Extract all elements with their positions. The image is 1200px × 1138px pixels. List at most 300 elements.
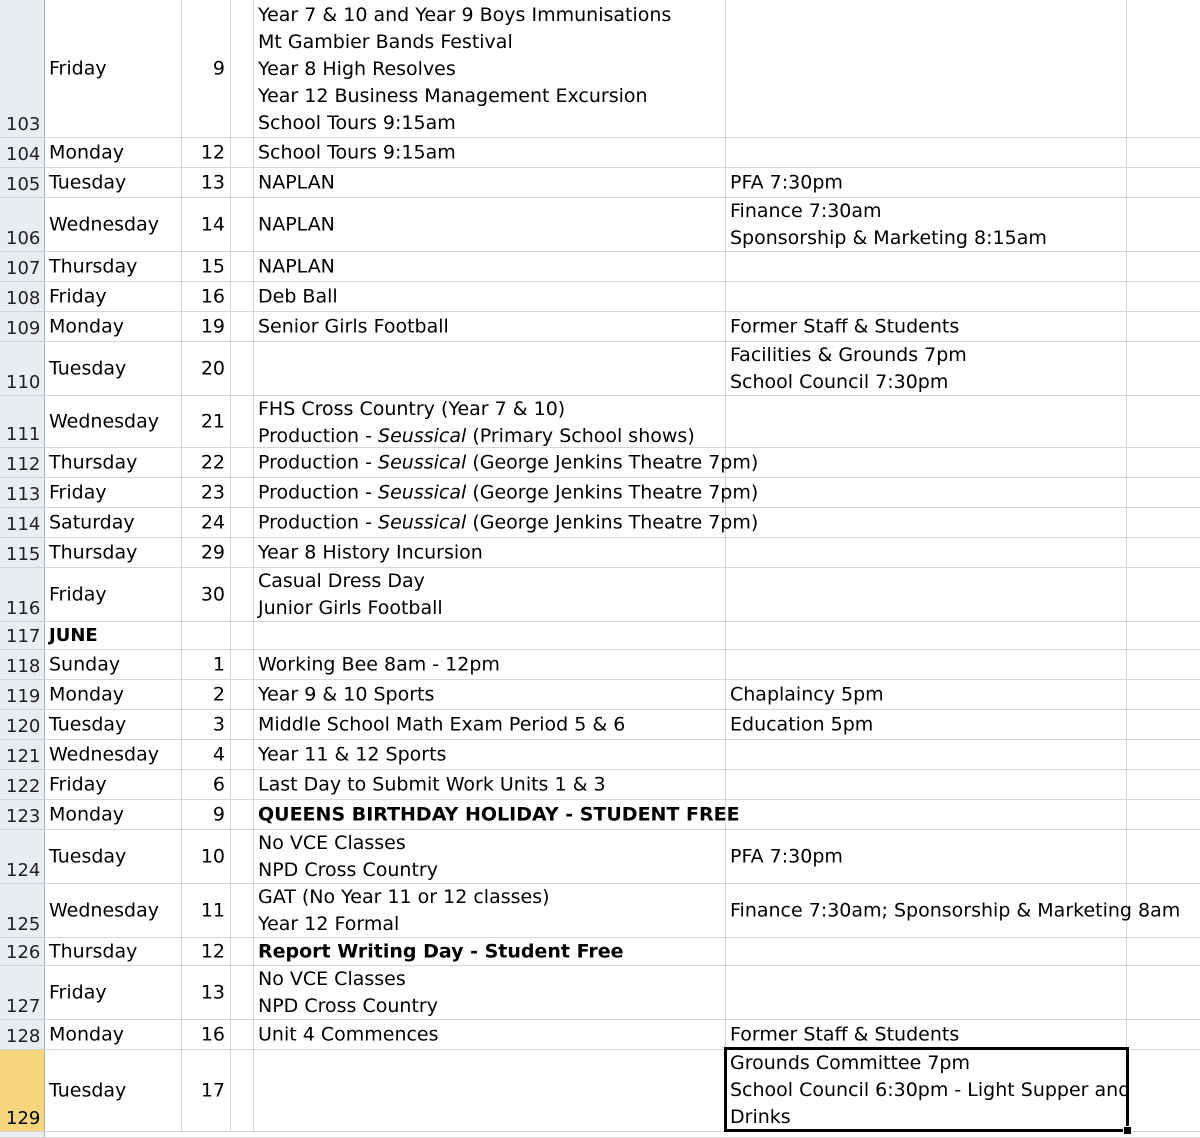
row-header[interactable] — [0, 538, 45, 567]
row-header[interactable] — [0, 0, 45, 137]
empty-cell[interactable] — [231, 312, 254, 341]
event-text: Production - — [258, 481, 379, 504]
event-cell[interactable] — [254, 966, 726, 1019]
date-cell[interactable] — [182, 884, 231, 937]
event-line — [258, 285, 338, 307]
day-cell[interactable] — [45, 622, 182, 649]
meeting-cell[interactable] — [726, 1020, 1127, 1049]
event-cell[interactable] — [254, 342, 726, 395]
empty-cell[interactable] — [1127, 538, 1200, 567]
event-text: Year 8 High Resolves — [258, 58, 456, 80]
row-header[interactable] — [0, 1020, 45, 1049]
event-cell[interactable] — [254, 0, 726, 137]
empty-cell[interactable] — [231, 1050, 254, 1131]
event-cell[interactable] — [254, 478, 759, 507]
date-cell[interactable] — [182, 282, 231, 311]
day-cell[interactable] — [45, 252, 182, 281]
date-cell[interactable] — [182, 168, 231, 197]
event-cell[interactable] — [254, 650, 726, 679]
date-cell[interactable] — [182, 0, 231, 137]
date-cell[interactable] — [182, 448, 231, 477]
event-line — [258, 56, 671, 83]
event-cell[interactable] — [254, 1020, 726, 1049]
day-cell[interactable] — [45, 138, 182, 167]
day-cell[interactable] — [45, 508, 182, 537]
empty-cell[interactable] — [1127, 938, 1200, 965]
day-cell[interactable] — [45, 1020, 182, 1049]
event-text: QUEENS BIRTHDAY HOLIDAY - STUDENT FREE — [258, 803, 740, 826]
row-number: 109 — [6, 318, 41, 339]
empty-cell[interactable] — [231, 478, 254, 507]
date-cell[interactable] — [182, 478, 231, 507]
empty-cell[interactable] — [231, 966, 254, 1019]
table-row — [0, 740, 1200, 770]
date-cell[interactable] — [182, 508, 231, 537]
day-text: Friday — [49, 773, 107, 796]
meeting-cell[interactable] — [726, 650, 1127, 679]
event-lines — [258, 773, 606, 795]
table-row — [0, 884, 1200, 938]
row-header[interactable] — [0, 448, 45, 477]
empty-cell[interactable] — [1127, 1050, 1200, 1131]
row-header[interactable] — [0, 830, 45, 883]
row-header[interactable] — [0, 622, 45, 649]
meeting-cell[interactable] — [726, 680, 1127, 709]
date-cell[interactable] — [182, 938, 231, 965]
row-header[interactable] — [0, 478, 45, 507]
row-header[interactable] — [0, 342, 45, 395]
event-cell[interactable] — [254, 800, 740, 829]
event-cell[interactable] — [254, 508, 759, 537]
empty-cell[interactable] — [1127, 884, 1200, 937]
day-text: Tuesday — [49, 357, 127, 380]
empty-cell[interactable] — [1127, 342, 1200, 395]
event-lines — [258, 884, 550, 938]
event-line — [258, 773, 606, 795]
day-text: Thursday — [49, 940, 138, 963]
row-number: 127 — [6, 996, 41, 1017]
row-number: 117 — [6, 626, 41, 647]
table-row — [0, 342, 1200, 396]
meeting-cell[interactable] — [726, 938, 1127, 965]
event-lines — [258, 285, 338, 307]
date-text: 9 — [212, 57, 225, 80]
event-cell[interactable] — [254, 830, 726, 883]
day-cell[interactable] — [45, 312, 182, 341]
date-cell[interactable] — [182, 252, 231, 281]
date-cell[interactable] — [182, 312, 231, 341]
date-text: 24 — [200, 511, 225, 534]
event-cell[interactable] — [254, 740, 726, 769]
event-lines — [258, 653, 500, 675]
empty-cell[interactable] — [231, 1020, 254, 1049]
row-header[interactable] — [0, 568, 45, 621]
day-cell[interactable] — [45, 800, 182, 829]
day-text: Tuesday — [49, 1079, 127, 1102]
event-text: Production - — [258, 425, 379, 447]
empty-cell[interactable] — [1127, 740, 1200, 769]
empty-cell[interactable] — [231, 622, 254, 649]
meeting-lines — [730, 171, 843, 193]
empty-cell[interactable] — [231, 342, 254, 395]
date-text: 15 — [200, 255, 225, 278]
event-text: Year 11 & 12 Sports — [258, 743, 447, 766]
row-header[interactable] — [0, 966, 45, 1019]
meeting-text: Finance 7:30am — [730, 200, 882, 222]
empty-cell[interactable] — [1127, 680, 1200, 709]
empty-cell[interactable] — [1127, 252, 1200, 281]
event-cell[interactable] — [254, 770, 726, 799]
meeting-cell[interactable] — [726, 138, 1127, 167]
meeting-cell[interactable] — [726, 198, 1127, 251]
event-cell[interactable] — [254, 168, 726, 197]
day-cell[interactable] — [45, 938, 182, 965]
day-cell[interactable] — [45, 0, 182, 137]
event-line — [258, 213, 335, 235]
day-cell[interactable] — [45, 740, 182, 769]
empty-cell[interactable] — [1127, 650, 1200, 679]
event-text: Year 12 Formal — [258, 913, 400, 935]
date-text: 17 — [200, 1079, 225, 1102]
table-row — [0, 966, 1200, 1020]
day-cell[interactable] — [45, 168, 182, 197]
day-cell[interactable] — [45, 650, 182, 679]
empty-cell[interactable] — [231, 396, 254, 447]
meeting-cell[interactable] — [726, 0, 1127, 137]
day-text: Monday — [49, 1023, 125, 1046]
date-cell[interactable] — [182, 138, 231, 167]
table-row — [0, 312, 1200, 342]
empty-cell[interactable] — [1127, 0, 1200, 137]
event-text: Casual Dress Day — [258, 570, 425, 592]
date-text: 12 — [200, 940, 225, 963]
date-cell[interactable] — [182, 342, 231, 395]
row-header[interactable] — [0, 508, 45, 537]
day-text: Saturday — [49, 511, 135, 534]
meeting-lines — [730, 198, 1047, 252]
meeting-cell[interactable] — [726, 710, 1127, 739]
meeting-text: School Council 6:30pm - Light Supper and — [730, 1079, 1131, 1101]
row-header[interactable] — [0, 710, 45, 739]
date-text: 14 — [200, 213, 225, 236]
row-header[interactable] — [0, 168, 45, 197]
meeting-cell[interactable] — [726, 622, 1127, 649]
row-header[interactable] — [0, 1132, 45, 1137]
row-number: 123 — [6, 806, 41, 827]
row-header[interactable] — [0, 1050, 45, 1131]
day-cell[interactable] — [45, 710, 182, 739]
row-header[interactable] — [0, 650, 45, 679]
day-text: Monday — [49, 683, 125, 706]
empty-cell[interactable] — [1127, 710, 1200, 739]
day-cell[interactable] — [45, 966, 182, 1019]
day-cell[interactable] — [45, 568, 182, 621]
row-header[interactable] — [0, 800, 45, 829]
day-cell[interactable] — [45, 396, 182, 447]
event-text: Deb Ball — [258, 285, 338, 308]
event-cell[interactable] — [254, 622, 726, 649]
date-text: 4 — [212, 743, 225, 766]
date-cell[interactable] — [182, 198, 231, 251]
meeting-cell[interactable] — [726, 884, 1181, 937]
meeting-cell[interactable] — [726, 168, 1127, 197]
fill-handle[interactable] — [1123, 1126, 1132, 1135]
meeting-cell[interactable] — [726, 478, 1127, 507]
date-cell[interactable] — [182, 680, 231, 709]
meeting-text: Former Staff & Students — [730, 1023, 960, 1046]
event-cell[interactable] — [254, 710, 726, 739]
empty-cell[interactable] — [1127, 568, 1200, 621]
event-cell[interactable] — [254, 938, 726, 965]
event-cell[interactable] — [254, 282, 726, 311]
day-text: Friday — [49, 583, 107, 606]
day-text: Monday — [49, 315, 125, 338]
day-cell[interactable] — [45, 448, 182, 477]
event-text: Report Writing Day - Student Free — [258, 940, 624, 963]
row-header[interactable] — [0, 884, 45, 937]
day-cell[interactable] — [45, 342, 182, 395]
row-number: 122 — [6, 776, 41, 797]
empty-cell[interactable] — [231, 770, 254, 799]
date-cell[interactable] — [182, 770, 231, 799]
empty-cell[interactable] — [231, 0, 254, 137]
event-text: Mt Gambier Bands Festival — [258, 31, 513, 53]
meeting-cell[interactable] — [726, 508, 1127, 537]
date-cell[interactable] — [182, 1020, 231, 1049]
event-line — [258, 541, 483, 563]
event-text: Production - — [258, 451, 379, 474]
row-number: 126 — [6, 942, 41, 963]
meeting-cell[interactable] — [726, 740, 1127, 769]
event-lines — [258, 171, 335, 193]
date-cell[interactable] — [182, 800, 231, 829]
event-lines — [258, 1023, 439, 1045]
empty-cell[interactable] — [231, 198, 254, 251]
empty-cell[interactable] — [231, 830, 254, 883]
row-header[interactable] — [0, 312, 45, 341]
meeting-cell[interactable] — [726, 770, 1127, 799]
day-cell[interactable] — [45, 680, 182, 709]
empty-cell[interactable] — [231, 168, 254, 197]
row-number: 118 — [6, 656, 41, 677]
meeting-lines — [730, 713, 873, 735]
row-number: 128 — [6, 1026, 41, 1047]
empty-cell[interactable] — [1127, 508, 1200, 537]
empty-cell[interactable] — [231, 650, 254, 679]
empty-cell[interactable] — [231, 710, 254, 739]
row-header[interactable] — [0, 740, 45, 769]
empty-cell[interactable] — [231, 938, 254, 965]
date-cell[interactable] — [182, 650, 231, 679]
row-number: 116 — [6, 598, 41, 619]
day-cell[interactable] — [45, 282, 182, 311]
row-header[interactable] — [0, 198, 45, 251]
empty-cell[interactable] — [1127, 966, 1200, 1019]
day-cell[interactable] — [45, 830, 182, 883]
event-cell[interactable] — [254, 538, 726, 567]
event-lines — [258, 940, 624, 962]
date-cell[interactable] — [182, 622, 231, 649]
event-line — [258, 141, 456, 163]
empty-cell[interactable] — [231, 680, 254, 709]
event-cell[interactable] — [254, 138, 726, 167]
day-text: Tuesday — [49, 171, 127, 194]
event-cell[interactable] — [254, 252, 726, 281]
event-text: Seussical — [378, 451, 467, 474]
event-line — [258, 993, 438, 1020]
meeting-cell[interactable] — [726, 1050, 1131, 1131]
empty-cell[interactable] — [1127, 448, 1200, 477]
empty-cell[interactable] — [1127, 198, 1200, 251]
empty-cell[interactable] — [1127, 622, 1200, 649]
table-row — [0, 138, 1200, 168]
meeting-text: PFA 7:30pm — [730, 845, 843, 868]
empty-cell[interactable] — [231, 138, 254, 167]
empty-cell[interactable] — [1127, 800, 1200, 829]
day-cell[interactable] — [45, 1050, 182, 1131]
day-text: Tuesday — [49, 713, 127, 736]
empty-cell[interactable] — [231, 740, 254, 769]
date-text: 19 — [200, 315, 225, 338]
event-lines — [258, 966, 438, 1020]
event-line — [258, 743, 446, 765]
empty-cell[interactable] — [1127, 396, 1200, 447]
date-text: 3 — [212, 713, 225, 736]
event-cell[interactable] — [254, 448, 759, 477]
date-text: 23 — [200, 481, 225, 504]
row-number: 108 — [6, 288, 41, 309]
date-text: 21 — [200, 410, 225, 433]
event-cell[interactable] — [254, 312, 726, 341]
meeting-cell[interactable] — [726, 252, 1127, 281]
event-cell[interactable] — [254, 568, 726, 621]
event-cell[interactable] — [254, 198, 726, 251]
empty-cell[interactable] — [231, 448, 254, 477]
meeting-cell[interactable] — [726, 312, 1127, 341]
empty-cell[interactable] — [231, 800, 254, 829]
event-line — [258, 171, 335, 193]
date-cell[interactable] — [182, 568, 231, 621]
empty-cell[interactable] — [1127, 478, 1200, 507]
date-cell[interactable] — [182, 396, 231, 447]
empty-cell[interactable] — [1127, 282, 1200, 311]
date-cell[interactable] — [182, 710, 231, 739]
date-text: 12 — [200, 141, 225, 164]
event-text: (Primary School shows) — [466, 425, 695, 447]
empty-cell[interactable] — [1127, 830, 1200, 883]
event-text: Working Bee 8am - 12pm — [258, 653, 500, 676]
empty-cell[interactable] — [1127, 770, 1200, 799]
row-header[interactable] — [0, 252, 45, 281]
day-cell[interactable] — [45, 884, 182, 937]
event-lines — [258, 315, 449, 337]
event-text: Senior Girls Football — [258, 315, 449, 338]
meeting-lines — [730, 342, 967, 396]
row-header[interactable] — [0, 770, 45, 799]
table-row — [0, 830, 1200, 884]
empty-cell[interactable] — [1127, 1020, 1200, 1049]
date-cell[interactable] — [182, 830, 231, 883]
empty-cell[interactable] — [231, 538, 254, 567]
meeting-text: Grounds Committee 7pm — [730, 1052, 970, 1074]
row-number: 104 — [6, 144, 41, 165]
table-row — [0, 0, 1200, 138]
empty-cell[interactable] — [231, 884, 254, 937]
empty-cell[interactable] — [1127, 138, 1200, 167]
day-cell[interactable] — [45, 770, 182, 799]
table-row — [0, 478, 1200, 508]
day-cell[interactable] — [45, 198, 182, 251]
row-number: 129 — [6, 1108, 41, 1129]
row-number: 125 — [6, 914, 41, 935]
event-line — [258, 568, 443, 595]
date-text: 1 — [212, 653, 225, 676]
table-row — [0, 1132, 1200, 1138]
event-cell[interactable] — [254, 884, 726, 937]
meeting-cell[interactable] — [726, 830, 1127, 883]
meeting-cell[interactable] — [726, 448, 1127, 477]
meeting-cell[interactable] — [726, 966, 1127, 1019]
table-row — [0, 680, 1200, 710]
row-number: 115 — [6, 544, 41, 565]
date-cell[interactable] — [182, 538, 231, 567]
empty-cell[interactable] — [1127, 312, 1200, 341]
event-lines — [258, 451, 758, 473]
meeting-text: Finance 7:30am; Sponsorship & Marketing 8am — [730, 899, 1181, 922]
empty-cell[interactable] — [231, 508, 254, 537]
event-line — [258, 595, 443, 622]
event-lines — [258, 2, 671, 137]
event-text: Last Day to Submit Work Units 1 & 3 — [258, 773, 606, 796]
meeting-cell[interactable] — [726, 396, 1127, 447]
table-row — [0, 508, 1200, 538]
empty-cell[interactable] — [231, 252, 254, 281]
event-line — [258, 653, 500, 675]
empty-cell[interactable] — [1127, 168, 1200, 197]
date-cell[interactable] — [182, 1050, 231, 1131]
row-header[interactable] — [0, 680, 45, 709]
event-cell[interactable] — [254, 396, 726, 447]
meeting-cell[interactable] — [726, 282, 1127, 311]
empty-cell[interactable] — [231, 282, 254, 311]
row-header[interactable] — [0, 282, 45, 311]
row-header[interactable] — [0, 396, 45, 447]
empty-cell[interactable] — [231, 568, 254, 621]
meeting-cell[interactable] — [726, 538, 1127, 567]
row-number: 107 — [6, 258, 41, 279]
day-cell[interactable] — [45, 538, 182, 567]
day-text: Thursday — [49, 255, 138, 278]
meeting-lines — [730, 845, 843, 867]
row-number: 106 — [6, 228, 41, 249]
table-row — [0, 282, 1200, 312]
row-header[interactable] — [0, 138, 45, 167]
row-header[interactable] — [0, 938, 45, 965]
date-cell[interactable] — [182, 966, 231, 1019]
table-row — [0, 710, 1200, 740]
date-text: 6 — [212, 773, 225, 796]
event-line — [258, 451, 758, 473]
event-cell[interactable] — [254, 1050, 726, 1131]
day-cell[interactable] — [45, 478, 182, 507]
meeting-cell[interactable] — [726, 568, 1127, 621]
event-line — [258, 803, 740, 825]
meeting-cell[interactable] — [726, 342, 1127, 395]
event-lines — [258, 541, 483, 563]
date-cell[interactable] — [182, 740, 231, 769]
event-cell[interactable] — [254, 680, 726, 709]
meeting-cell[interactable] — [726, 800, 1127, 829]
